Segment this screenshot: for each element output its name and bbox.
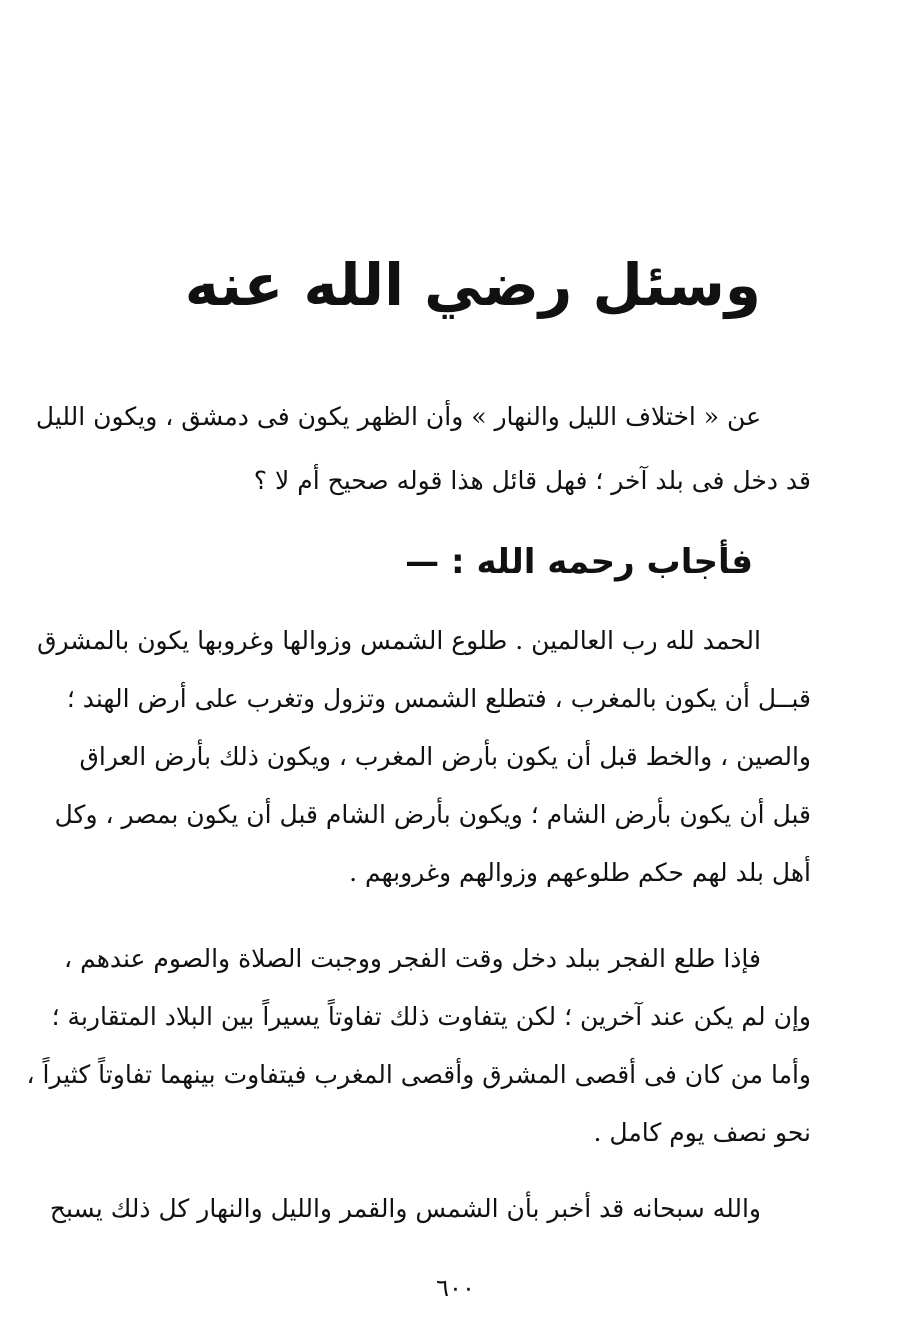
page-number: ٦٠٠ <box>436 1274 475 1302</box>
paragraph-line: وإن لم يكن عند آخرين ؛ لكن يتفاوت ذلك تفاوتاً يسيراً بين البلاد المتقاربة ؛ <box>51 1002 811 1031</box>
question-line: قد دخل فى بلد آخر ؛ فهل قائل هذا قوله صحيح أم لا ؟ <box>253 466 811 495</box>
paragraph-line: نحو نصف يوم كامل . <box>593 1118 811 1147</box>
paragraph-line: قبــل أن يكون بالمغرب ، فتطلع الشمس وتزول وتغرب على أرض الهند ؛ <box>66 684 811 713</box>
paragraph-line: فإذا طلع الفجر ببلد دخل وقت الفجر ووجبت الصلاة والصوم عندهم ، <box>64 944 761 973</box>
section-heading: وسئل رضي الله عنه <box>184 251 761 319</box>
paragraph-line: أهل بلد لهم حكم طلوعهم وزوالهم وغروبهم . <box>349 858 811 887</box>
paragraph-line: الحمد لله رب العالمين . طلوع الشمس وزوالها وغروبها يكون بالمشرق <box>37 626 761 655</box>
paragraph-line: قبل أن يكون بأرض الشام ؛ ويكون بأرض الشام قبل أن يكون بمصر ، وكل <box>54 800 811 829</box>
answer-paragraph-3 <box>49 1180 811 1238</box>
paragraph-line: والله سبحانه قد أخبر بأن الشمس والقمر والليل والنهار كل ذلك يسبح <box>49 1194 761 1223</box>
answer-paragraph-2 <box>26 930 811 1162</box>
paragraph-line: وأما من كان فى أقصى المشرق وأقصى المغرب فيتفاوت بينهما تفاوتاً كثيراً ، <box>26 1060 811 1089</box>
question-paragraph <box>35 385 811 513</box>
answer-paragraph-1 <box>37 612 811 902</box>
question-line: عن « اختلاف الليل والنهار » وأن الظهر يكون فى دمشق ، ويكون الليل <box>35 402 761 431</box>
paragraph-line: والصين ، والخط قبل أن يكون بأرض المغرب ، ويكون ذلك بأرض العراق <box>79 742 811 771</box>
answer-heading: فأجاب رحمه الله : — <box>405 542 753 582</box>
